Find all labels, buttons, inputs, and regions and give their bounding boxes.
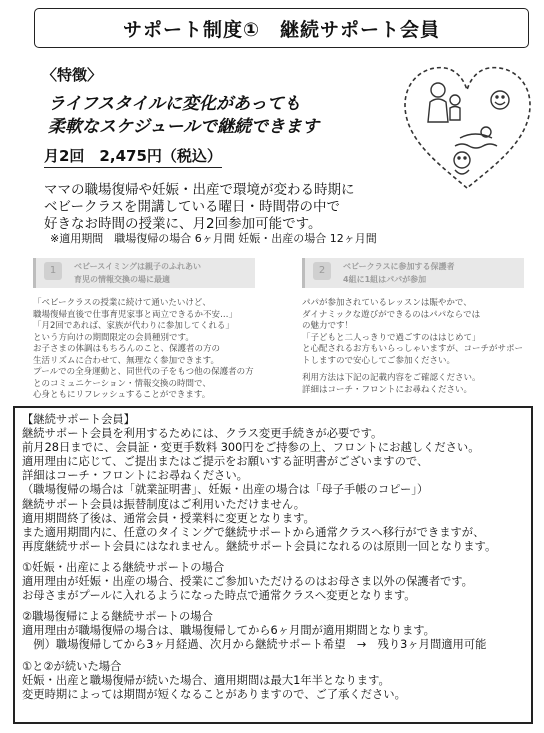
feature-heading: 〈特徴〉 — [42, 66, 103, 84]
parent-child-icon — [428, 83, 460, 122]
tagline-line-1: ライフスタイルに変化があっても — [48, 94, 301, 114]
support-text-line: お母さまがプールに入れるようになった時点で通常クラスへ変更となります。 — [22, 589, 416, 603]
card-body — [33, 298, 255, 402]
support-text-line: また適用期間内に、任意のタイミングで継続サポートから通常クラスへ移行ができますが、 — [22, 525, 485, 539]
card-text-line: 「子どもと二人っきりで過ごすのははじめて」 — [302, 332, 481, 343]
support-text-line: 適用理由が職場復帰の場合は、職場復帰してから6ヶ月間が適用期間となります。 — [22, 624, 435, 638]
feature-card-1 — [33, 258, 255, 402]
description-line: ベビークラスを開講している曜日・時間帯の中で — [44, 199, 341, 215]
card-text-line: ダイナミックな遊びができるのはパパならでは — [302, 309, 481, 320]
card-text-line: 「月2回であれば、家族が代わりに参加してくれる」 — [33, 321, 234, 331]
card-text-line: 生活リズムに合わせて、無理なく参加できます。 — [33, 355, 219, 366]
card-text-line: プールでの全身運動と、同世代の子をもつ他の保護者の方 — [33, 367, 254, 377]
card-text-line: とのコミュニケーション・情報交換の時間で、 — [33, 378, 211, 389]
card-text-line: 詳細はコーチ・フロントにお尋ねください。 — [302, 384, 473, 395]
card-text-line: 職場復帰直後で仕事育児家事と両立できるか不安…」 — [33, 309, 238, 320]
support-text-line: 適用理由が妊娠・出産の場合、授業にご参加いただけるのはお母さま以外の保護者です。 — [22, 575, 473, 589]
card-title: ベビースイミングは親子のふれあい — [74, 262, 201, 271]
card-text-line: と心配されるお方もいらっしゃいますが、コーチがサポー — [302, 344, 524, 354]
swimming-icon — [455, 127, 497, 148]
card-title: ベビークラスに参加する保護者 — [343, 262, 455, 271]
smile-icon — [491, 91, 509, 109]
support-text-line: 継続サポート会員は振替制度はご利用いただけません。 — [22, 497, 306, 511]
card-body — [302, 298, 524, 396]
section-heading: ①と②が続いた場合 — [22, 659, 122, 673]
card-banner — [302, 258, 524, 288]
support-text-line: 前月28日までに、会員証・変更手数料 300円をご持参の上、フロントにお越しください。 — [22, 441, 480, 455]
card-text-line: の魅力です！ — [302, 321, 354, 331]
support-details-box — [13, 406, 533, 724]
support-text-line: 例）職場復帰してから3ヶ月経過、次月から継続サポート希望 → 残り3ヶ月間適用可能 — [22, 638, 487, 652]
number-badge: 2 — [313, 262, 331, 280]
card-text-line: パパが参加されているレッスンは賑やかで、 — [302, 298, 472, 308]
card-subtitle: 育児の情報交換の場に最適 — [74, 275, 170, 284]
period-note: ※適用期間 職場復帰の場合 6ヶ月間 妊娠・出産の場合 12ヶ月間 — [50, 232, 377, 245]
card-text-line: トしますので安心してご参加ください。 — [302, 355, 456, 366]
number-badge: 1 — [44, 262, 62, 280]
support-text-line: 詳細はコーチ・フロントにお尋ねください。 — [22, 469, 248, 483]
heart-illustration — [400, 60, 535, 195]
card-subtitle: 4組に1組はパパが参加 — [343, 275, 427, 284]
price-label: 月2回 2,475円（税込） — [44, 145, 222, 168]
card-banner — [33, 258, 255, 288]
description-line: 好きなお時間の授業に、月2回参加可能です。 — [44, 216, 322, 232]
section-heading: ①妊娠・出産による継続サポートの場合 — [22, 560, 225, 574]
card-text-line: という方向けの期間限定の会員種別です。 — [33, 332, 194, 343]
support-text-line: 継続サポート会員を利用するためには、クラス変更手続きが必要です。 — [22, 427, 383, 441]
feature-card-2 — [302, 258, 524, 396]
support-text-line: 再度継続サポート会員にはなれません。継続サポート会員になれるのは原則一回となります。 — [22, 539, 497, 553]
card-text-line: 利用方法は下記の記載内容をご確認ください。 — [302, 373, 481, 383]
support-heading: 【継続サポート会員】 — [22, 413, 135, 426]
page-title: サポート制度① 継続サポート会員 — [34, 8, 529, 48]
card-text-line: お子さまの体調はもちろんのこと、保護者の方の — [33, 344, 221, 354]
description-line: ママの職場復帰や妊娠・出産で環境が変わる時期に — [44, 182, 355, 198]
card-text-line: 心身ともにリフレッシュすることができます。 — [33, 390, 211, 400]
support-text-line: 適用期間終了後は、通常会員・授業料に変更となります。 — [22, 511, 315, 525]
support-text-line: （職場復帰の場合は「就業証明書」、妊娠・出産の場合は「母子手帳のコピー」） — [22, 483, 429, 497]
tagline-line-2: 柔軟なスケジュールで継続できます — [48, 117, 319, 137]
baby-icon — [454, 152, 470, 174]
support-text-line: 変更時期によっては期間が短くなることがありますので、ご了承ください。 — [22, 687, 406, 701]
support-text-line: 妊娠・出産と職場復帰が続いた場合、適用期間は最大1年半となります。 — [22, 673, 390, 687]
section-heading: ②職場復帰による継続サポートの場合 — [22, 610, 213, 624]
support-text-line: 適用理由に応じて、ご提出またはご提示をお願いする証明書がございますので、 — [22, 455, 429, 469]
card-text-line: 「ベビークラスの授業に続けて通いたいけど、 — [33, 298, 211, 308]
